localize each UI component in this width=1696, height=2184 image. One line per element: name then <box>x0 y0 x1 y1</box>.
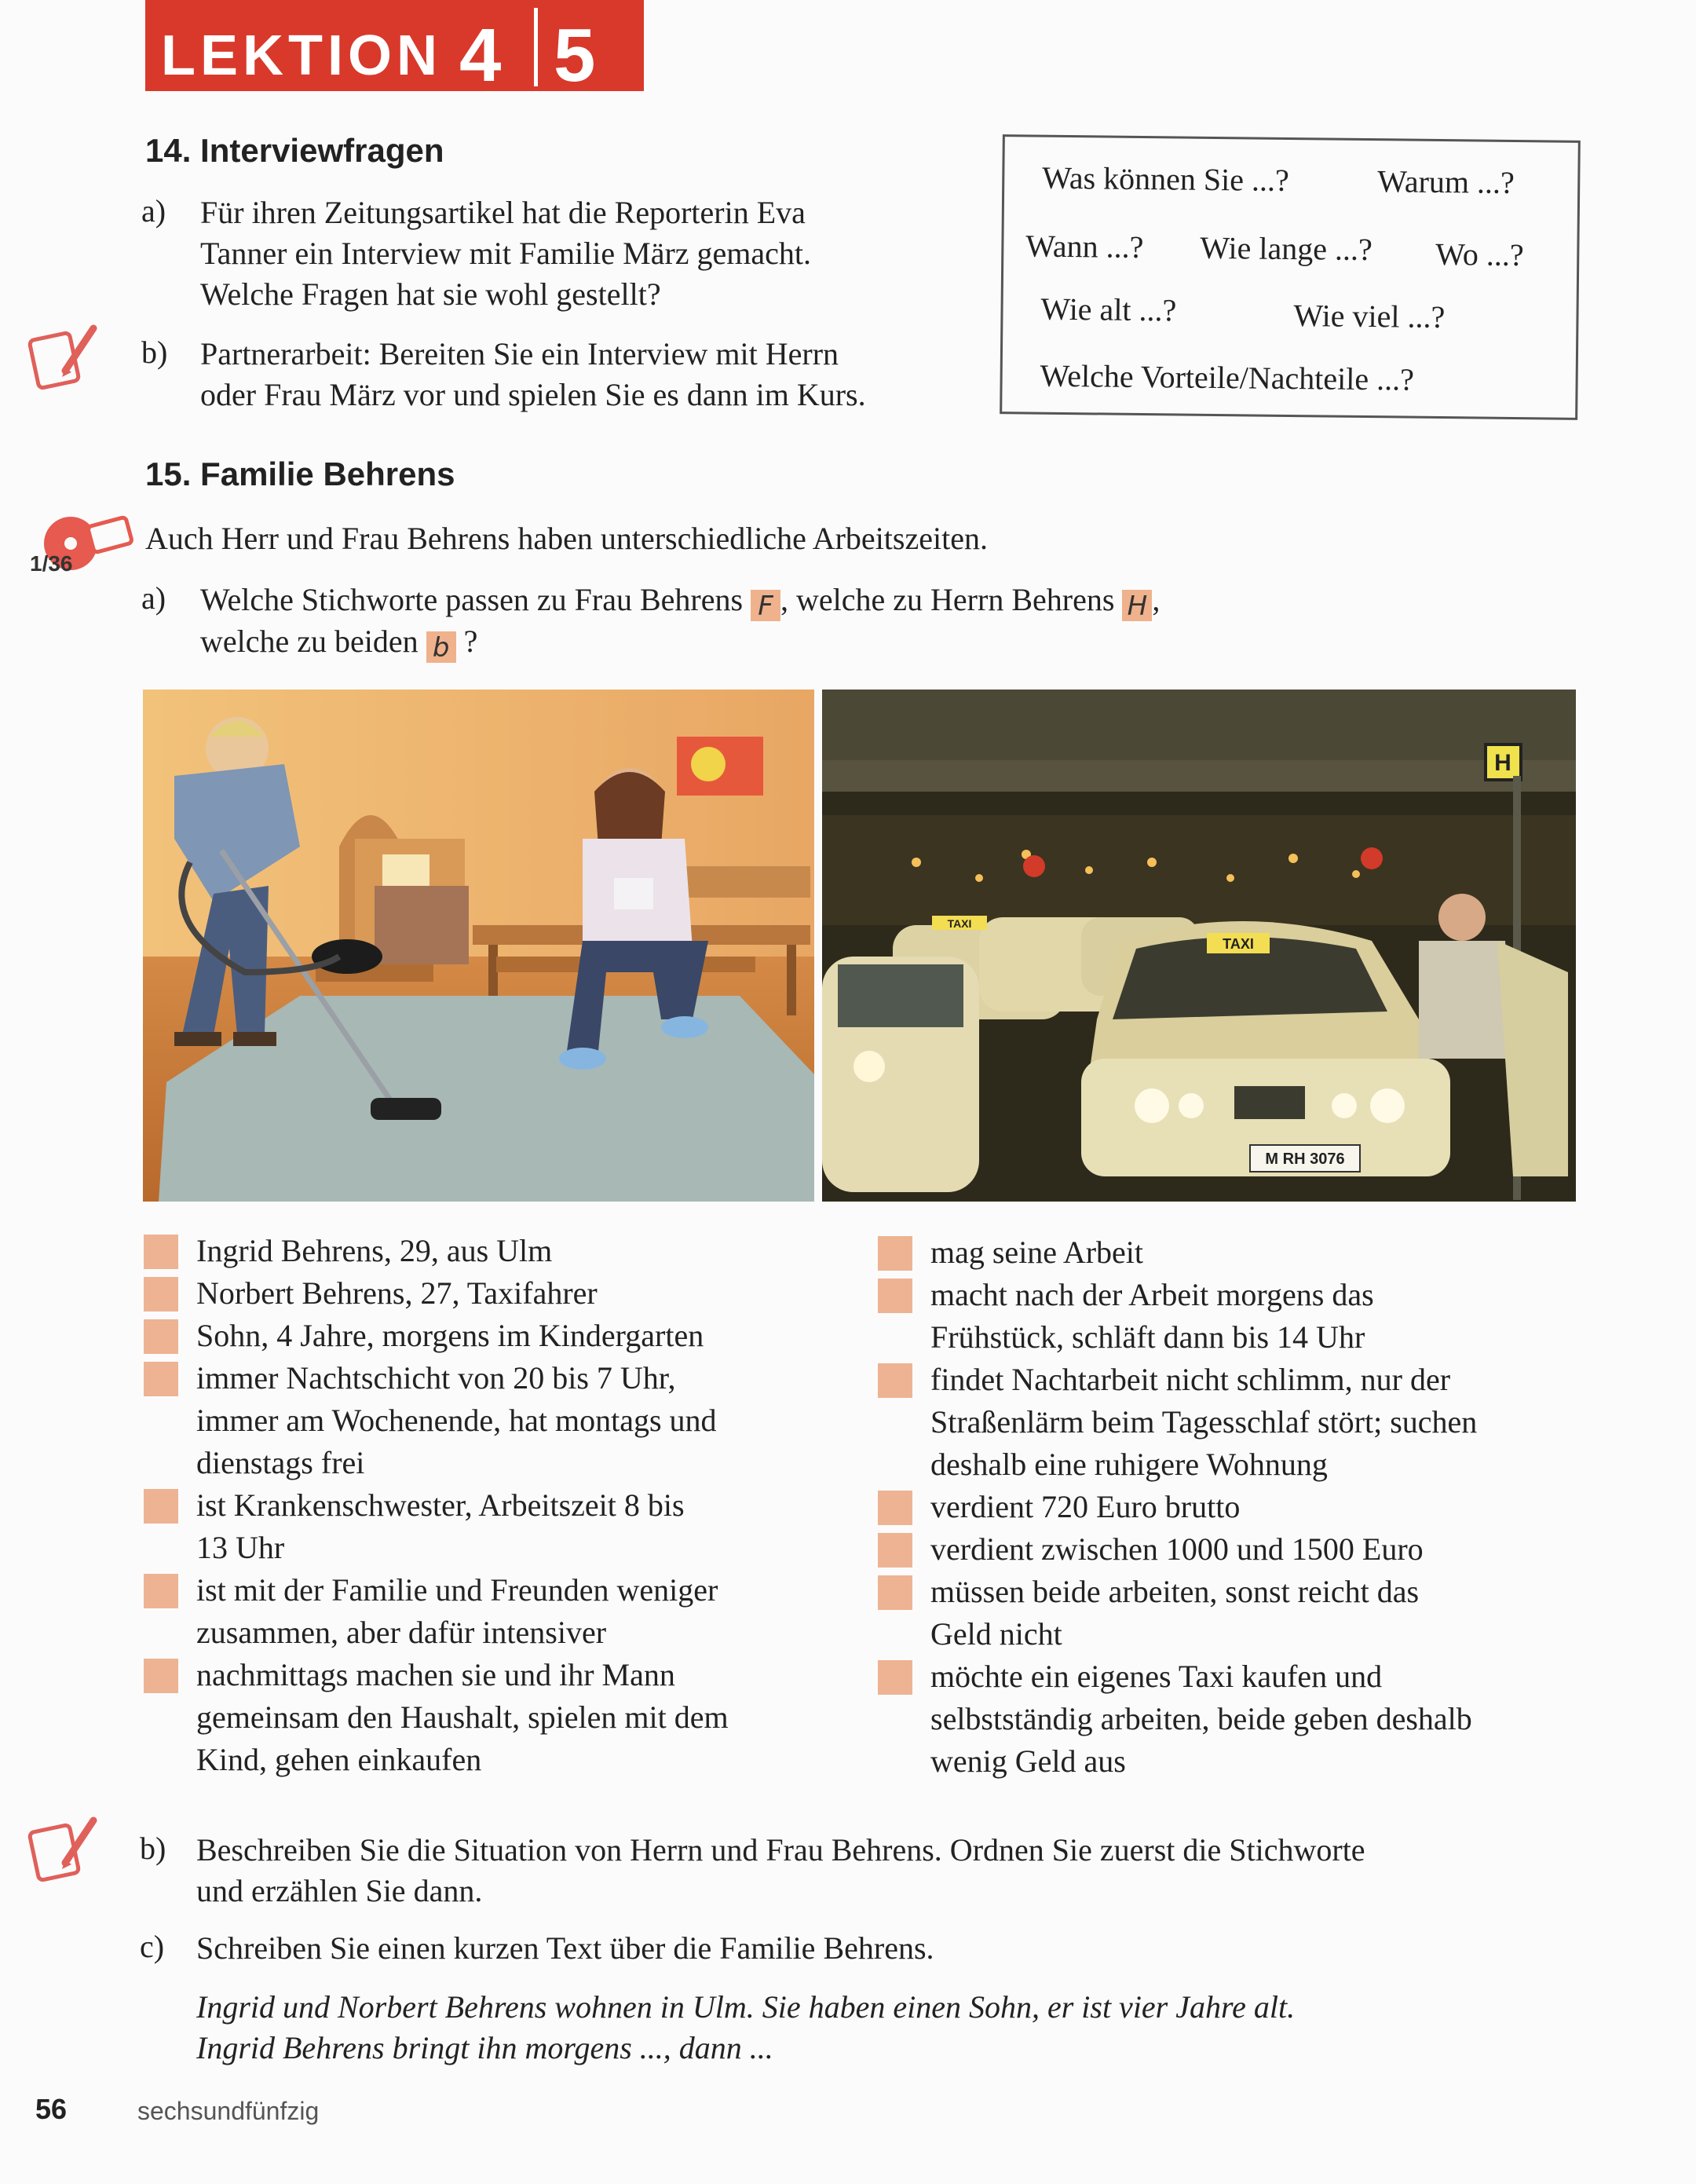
taxi-sign-small: TAXI <box>947 917 972 930</box>
checkbox[interactable] <box>878 1236 912 1271</box>
list-item: Frühstück, schläft dann bis 14 Uhr <box>930 1319 1365 1355</box>
ex15-b-line: und erzählen Sie dann. <box>196 1873 483 1908</box>
list-item: ist Krankenschwester, Arbeitszeit 8 bis <box>196 1487 685 1523</box>
ex15-a-text-part: , welche zu Herrn Behrens <box>780 582 1115 617</box>
example-text <box>196 1987 1295 2069</box>
list-item: selbstständig arbeiten, beide geben deshalb <box>930 1701 1472 1736</box>
photo-taxi-stand <box>822 690 1576 1202</box>
list-item: müssen beide arbeiten, sonst reicht das <box>930 1574 1420 1609</box>
list-item: 13 Uhr <box>196 1530 285 1565</box>
marker-f: F <box>751 590 780 621</box>
checkbox[interactable] <box>144 1574 178 1608</box>
example-line: Ingrid und Norbert Behrens wohnen in Ulm. Sie haben einen Sohn, er ist vier Jahre alt. <box>196 1989 1296 2025</box>
list-item: immer am Wochenende, hat montags und <box>196 1403 717 1438</box>
ex15-b-text <box>196 1830 1649 1911</box>
phrase: Warum ...? <box>1377 163 1515 200</box>
phrase: Wie viel ...? <box>1293 298 1446 335</box>
marker-h: H <box>1122 590 1152 621</box>
list-item: ist mit der Familie und Freunden weniger <box>196 1572 718 1608</box>
ex14-b-line: oder Frau März vor und spielen Sie es dann im Kurs. <box>200 377 866 412</box>
list-item: mag seine Arbeit <box>930 1235 1144 1270</box>
checkbox[interactable] <box>878 1279 912 1313</box>
ex15-a-label: a) <box>141 580 166 616</box>
list-item: Norbert Behrens, 27, Taxifahrer <box>196 1275 598 1311</box>
ex14-a-line: Für ihren Zeitungsartikel hat die Reporterin Eva <box>200 195 806 230</box>
svg-text:H: H <box>1494 750 1511 776</box>
ex14-a-text <box>200 192 985 315</box>
checkbox[interactable] <box>878 1575 912 1610</box>
phrase: Wann ...? <box>1025 228 1144 265</box>
list-item: verdient 720 Euro brutto <box>930 1489 1241 1524</box>
example-line: Ingrid Behrens bringt ihn morgens ..., dann ... <box>196 2030 773 2065</box>
ex15-a-text-part: ? <box>463 624 478 659</box>
list-item: nachmittags machen sie und ihr Mann <box>196 1657 675 1692</box>
pencil-icon <box>27 1814 98 1885</box>
list-item: findet Nachtarbeit nicht schlimm, nur der <box>930 1362 1451 1397</box>
list-item: Straßenlärm beim Tagesschlaf stört; suchen <box>930 1404 1478 1440</box>
checkbox[interactable] <box>144 1319 178 1354</box>
phrase: Was können Sie ...? <box>1042 159 1290 198</box>
checkbox[interactable] <box>878 1363 912 1398</box>
list-item: zusammen, aber dafür intensiver <box>196 1615 607 1650</box>
checkbox[interactable] <box>144 1277 178 1311</box>
list-item: Sohn, 4 Jahre, morgens im Kindergarten <box>196 1318 704 1353</box>
ex15-a-text <box>200 580 1378 663</box>
lesson-label: LEKTION <box>161 24 442 87</box>
ex15-a-text-part: , <box>1152 582 1161 617</box>
lesson-number-4: 4 <box>459 13 502 97</box>
question-phrase-box <box>1000 134 1581 420</box>
list-item: verdient zwischen 1000 und 1500 Euro <box>930 1531 1424 1567</box>
page-number: 56 <box>35 2093 68 2125</box>
checkbox[interactable] <box>878 1660 912 1695</box>
ex14-b-label: b) <box>141 335 168 370</box>
list-item: wenig Geld aus <box>930 1743 1126 1779</box>
ex14-a-line: Welche Fragen hat sie wohl gestellt? <box>200 276 661 312</box>
ex14-b-line: Partnerarbeit: Bereiten Sie ein Interview mit Herrn <box>200 336 839 371</box>
page-number-word: sechsundfünfzig <box>137 2097 320 2125</box>
checkbox[interactable] <box>144 1489 178 1524</box>
list-item: möchte ein eigenes Taxi kaufen und <box>930 1659 1383 1694</box>
checkbox[interactable] <box>144 1659 178 1693</box>
checkbox[interactable] <box>878 1491 912 1525</box>
ex15-a-text-part: Welche Stichworte passen zu Frau Behrens <box>200 582 744 617</box>
list-item: Kind, gehen einkaufen <box>196 1742 482 1777</box>
ex14-b-text <box>200 334 985 415</box>
checkbox[interactable] <box>878 1533 912 1568</box>
list-item: gemeinsam den Haushalt, spielen mit dem <box>196 1699 729 1735</box>
ex15-b-label: b) <box>140 1831 166 1866</box>
banner-divider <box>534 8 538 86</box>
list-item: Geld nicht <box>930 1616 1062 1652</box>
list-item: immer Nachtschicht von 20 bis 7 Uhr, <box>196 1360 676 1396</box>
ex15-a-text-part: welche zu beiden <box>200 624 419 659</box>
list-item: deshalb eine ruhigere Wohnung <box>930 1447 1328 1482</box>
phrase: Wie lange ...? <box>1200 229 1373 268</box>
list-item: dienstags frei <box>196 1445 365 1480</box>
checkbox[interactable] <box>144 1362 178 1396</box>
ex14-a-label: a) <box>141 193 166 229</box>
lesson-number-5: 5 <box>554 13 596 97</box>
pencil-icon <box>27 322 98 393</box>
exercise-14-title: 14. Interviewfragen <box>145 132 444 169</box>
license-plate: M RH 3076 <box>1265 1151 1345 1168</box>
photo-household <box>143 690 814 1202</box>
ex15-c-label: c) <box>140 1929 165 1964</box>
phrase: Welche Vorteile/Nachteile ...? <box>1040 357 1415 397</box>
ex14-a-line: Tanner ein Interview mit Familie März gemacht. <box>200 236 812 271</box>
marker-b: b <box>426 631 456 663</box>
checkbox[interactable] <box>144 1235 178 1269</box>
exercise-15-title: 15. Familie Behrens <box>145 455 455 492</box>
list-item: macht nach der Arbeit morgens das <box>930 1277 1374 1312</box>
taxi-sign: TAXI <box>1223 936 1254 952</box>
list-item: Ingrid Behrens, 29, aus Ulm <box>196 1233 553 1268</box>
phrase: Wo ...? <box>1435 236 1524 273</box>
phrase: Wie alt ...? <box>1040 291 1177 328</box>
ex15-c-text: Schreiben Sie einen kurzen Text über die Familie Behrens. <box>196 1930 934 1966</box>
audio-track-number: 1/36 <box>30 551 73 576</box>
ex15-b-line: Beschreiben Sie die Situation von Herrn und Frau Behrens. Ordnen Sie zuerst die Stichworte <box>196 1832 1365 1868</box>
ex15-intro: Auch Herr und Frau Behrens haben unterschiedliche Arbeitszeiten. <box>145 521 988 556</box>
